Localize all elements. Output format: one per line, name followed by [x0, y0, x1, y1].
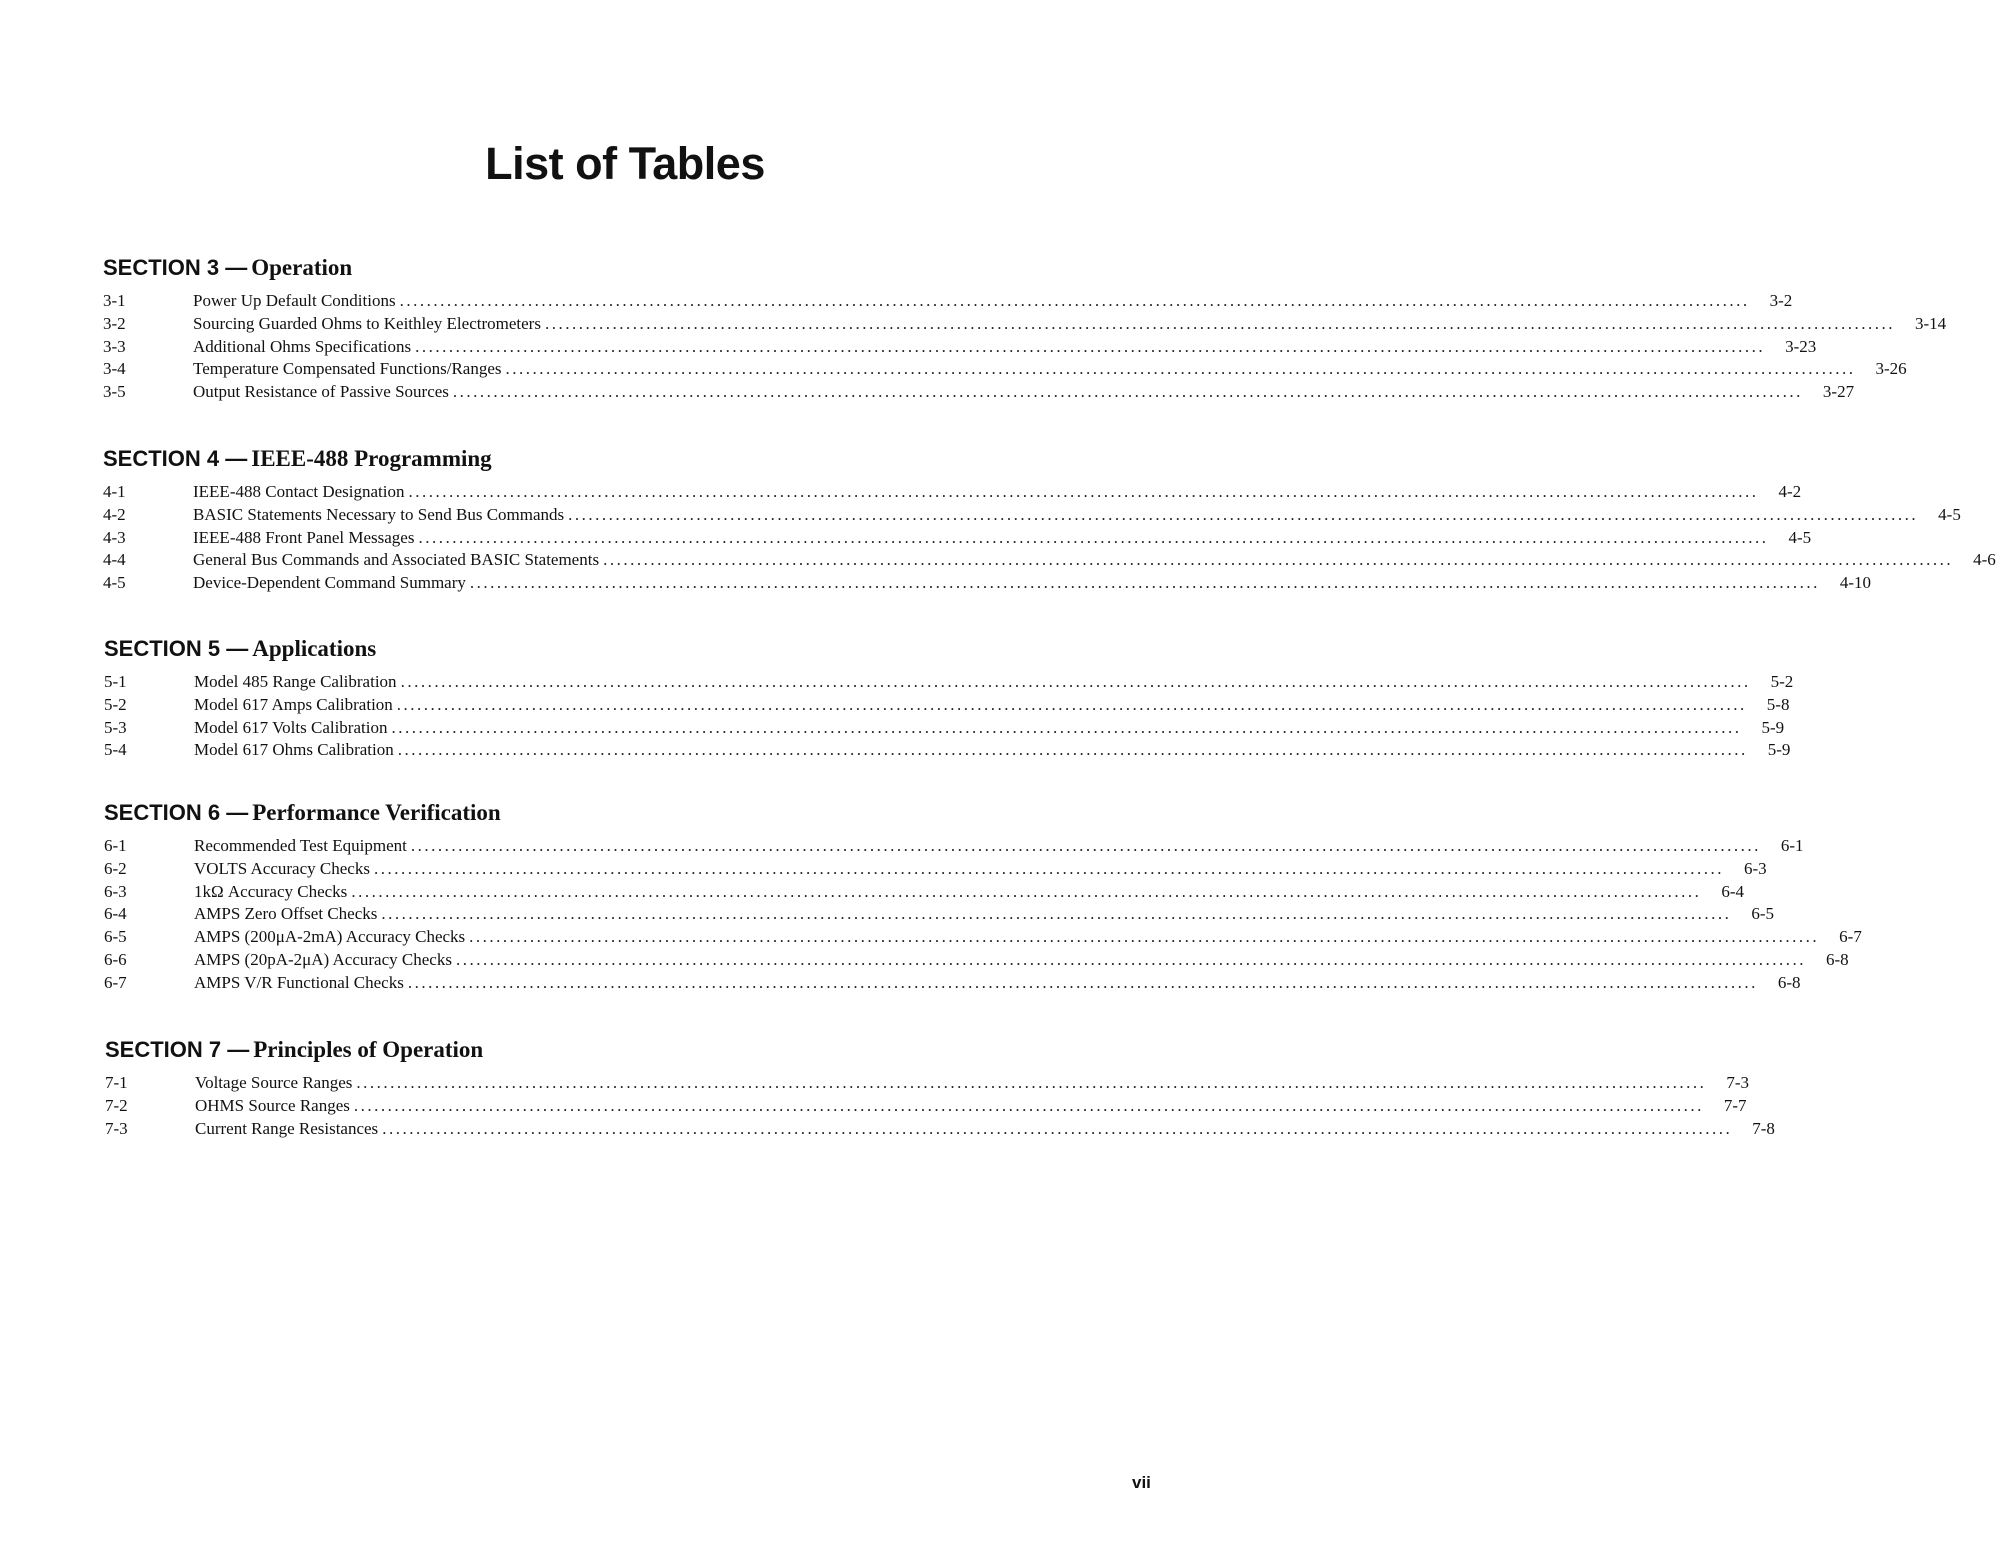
- dot-leader: ........................................................................................................................................................................................................: [415, 336, 1766, 356]
- page-reference: 5-8: [1766, 694, 1790, 714]
- table-title: General Bus Commands and Associated BASIC Statements: [193, 550, 600, 570]
- dot-leader: ........................................................................................................................................................................................................: [452, 382, 1803, 402]
- dot-leader: ........................................................................................................................................................................................................: [397, 740, 1748, 760]
- table-title: Voltage Source Ranges: [195, 1073, 353, 1092]
- dot-leader: ........................................................................................................................................................................................................: [382, 1118, 1733, 1138]
- table-entry[interactable]: [104, 903, 1775, 926]
- section-heading: [105, 1034, 1110, 1066]
- table-number: 5-3: [104, 717, 127, 737]
- table-title: Recommended Test Equipment: [194, 836, 407, 855]
- table-number: 6-4: [104, 904, 127, 924]
- page-number: vii: [1132, 1473, 1151, 1492]
- table-entry[interactable]: [104, 949, 1849, 972]
- dot-leader: ........................................................................................................................................................................................................: [603, 550, 1954, 570]
- table-entry[interactable]: [104, 717, 1785, 740]
- table-entry[interactable]: [104, 671, 1794, 694]
- section-heading: [104, 797, 1109, 829]
- section-title: Performance Verification: [252, 800, 501, 825]
- table-entry[interactable]: [103, 290, 1793, 313]
- dot-leader: ........................................................................................................................................................................................................: [356, 1073, 1707, 1092]
- table-title: BASIC Statements Necessary to Send Bus Commands: [193, 504, 565, 524]
- page-reference: 5-9: [1761, 717, 1785, 737]
- dot-leader: ........................................................................................................................................................................................................: [410, 836, 1761, 855]
- table-title: Device-Dependent Command Summary: [193, 573, 466, 593]
- page-title: List of Tables: [485, 138, 765, 189]
- table-entry[interactable]: [105, 1095, 1747, 1118]
- table-entry[interactable]: [103, 481, 1802, 504]
- table-entry[interactable]: [103, 549, 1996, 572]
- dot-leader: ........................................................................................................................................................................................................: [469, 927, 1820, 947]
- table-title: AMPS (200μA-2mA) Accuracy Checks: [194, 927, 466, 947]
- section-title: Applications: [252, 636, 377, 661]
- section-heading: [103, 443, 1108, 475]
- section-title: Principles of Operation: [253, 1037, 484, 1062]
- table-title: IEEE-488 Contact Designation: [193, 482, 405, 501]
- table-number: 6-7: [104, 972, 127, 992]
- page-reference: 6-4: [1721, 881, 1744, 901]
- table-entry[interactable]: [104, 858, 1767, 881]
- page-reference: 7-3: [1726, 1073, 1750, 1092]
- table-entry[interactable]: [105, 1118, 1775, 1141]
- table-number: 5-1: [104, 672, 127, 691]
- section-label: SECTION 3 —: [103, 255, 248, 280]
- dot-leader: ........................................................................................................................................................................................................: [568, 504, 1919, 524]
- table-number: 6-6: [104, 949, 127, 969]
- table-entry[interactable]: [104, 835, 1804, 858]
- section-label: SECTION 6 —: [104, 800, 249, 825]
- table-title: Output Resistance of Passive Sources: [193, 382, 449, 402]
- table-number: 4-4: [103, 550, 126, 570]
- page-reference: 6-8: [1777, 972, 1801, 992]
- table-title: AMPS (20pA-2μA) Accuracy Checks: [194, 949, 452, 969]
- dot-leader: ........................................................................................................................................................................................................: [399, 291, 1750, 310]
- section-3: [103, 252, 1947, 404]
- page-reference: 5-2: [1770, 672, 1794, 691]
- page-reference: 3-2: [1769, 291, 1793, 310]
- section-heading: [103, 252, 1108, 284]
- table-title: Temperature Compensated Functions/Ranges: [193, 359, 502, 379]
- table-entry[interactable]: [103, 358, 1907, 381]
- section-5: [104, 633, 1794, 762]
- table-title: OHMS Source Ranges: [195, 1095, 350, 1115]
- table-number: 3-1: [103, 291, 126, 310]
- page-reference: 7-7: [1723, 1095, 1747, 1115]
- table-number: 7-2: [105, 1095, 128, 1115]
- table-entry[interactable]: [105, 1072, 1750, 1095]
- page-reference: 3-14: [1914, 313, 1947, 333]
- dot-leader: ........................................................................................................................................................................................................: [351, 881, 1702, 901]
- table-number: 6-5: [104, 927, 127, 947]
- page-reference: 4-2: [1778, 482, 1802, 501]
- table-number: 3-3: [103, 336, 126, 356]
- dot-leader: ........................................................................................................................................................................................................: [408, 482, 1759, 501]
- table-number: 4-5: [103, 573, 126, 593]
- table-title: IEEE-488 Front Panel Messages: [193, 527, 415, 547]
- page-reference: 3-23: [1785, 336, 1817, 356]
- table-number: 3-2: [103, 313, 126, 333]
- table-number: 6-2: [104, 858, 127, 878]
- page-reference: 4-10: [1839, 573, 1872, 593]
- table-title: Model 617 Volts Calibration: [194, 717, 388, 737]
- table-title: Additional Ohms Specifications: [193, 336, 412, 356]
- section-heading: [104, 633, 1109, 665]
- table-number: 6-1: [104, 836, 127, 855]
- page-reference: 5-9: [1767, 740, 1791, 760]
- page-reference: 4-5: [1788, 527, 1812, 547]
- table-entry[interactable]: [104, 694, 1790, 717]
- dot-leader: ........................................................................................................................................................................................................: [505, 359, 1856, 379]
- table-entry[interactable]: [103, 527, 1812, 550]
- section-7: [105, 1034, 1775, 1140]
- dot-leader: ........................................................................................................................................................................................................: [373, 858, 1724, 878]
- table-number: 4-1: [103, 482, 126, 501]
- table-title: AMPS V/R Functional Checks: [194, 972, 404, 992]
- section-title: Operation: [251, 255, 353, 280]
- table-title: Current Range Resistances: [195, 1118, 379, 1138]
- table-entry[interactable]: [104, 926, 1862, 949]
- table-title: Model 617 Ohms Calibration: [194, 740, 394, 760]
- section-label: SECTION 5 —: [104, 636, 249, 661]
- section-title: IEEE-488 Programming: [251, 446, 492, 471]
- dot-leader: ........................................................................................................................................................................................................: [381, 904, 1732, 924]
- table-entry[interactable]: [103, 336, 1817, 359]
- dot-leader: ........................................................................................................................................................................................................: [353, 1095, 1704, 1115]
- section-label: SECTION 7 —: [105, 1037, 250, 1062]
- table-number: 7-3: [105, 1118, 128, 1138]
- table-number: 3-4: [103, 359, 126, 379]
- page-reference: 6-3: [1743, 858, 1767, 878]
- table-entry[interactable]: [103, 381, 1855, 404]
- page-reference: 3-27: [1822, 382, 1855, 402]
- table-number: 6-3: [104, 881, 127, 901]
- dot-leader: ........................................................................................................................................................................................................: [469, 573, 1820, 593]
- dot-leader: ........................................................................................................................................................................................................: [391, 717, 1742, 737]
- page-reference: 3-26: [1875, 359, 1907, 379]
- table-entry[interactable]: [104, 881, 1744, 904]
- table-title: Power Up Default Conditions: [193, 291, 396, 310]
- table-entry[interactable]: [104, 972, 1801, 995]
- dot-leader: ........................................................................................................................................................................................................: [396, 694, 1747, 714]
- dot-leader: ........................................................................................................................................................................................................: [400, 672, 1751, 691]
- table-number: 4-2: [103, 504, 126, 524]
- table-entry[interactable]: [103, 313, 1947, 336]
- table-number: 7-1: [105, 1073, 128, 1092]
- page-reference: 4-6: [1973, 550, 1996, 570]
- page-reference: 6-8: [1825, 949, 1849, 969]
- table-number: 3-5: [103, 382, 126, 402]
- table-entry[interactable]: [104, 739, 1791, 762]
- dot-leader: ........................................................................................................................................................................................................: [407, 972, 1758, 992]
- dot-leader: ........................................................................................................................................................................................................: [455, 949, 1806, 969]
- section-4: [103, 443, 1996, 595]
- page-reference: 6-1: [1780, 836, 1804, 855]
- table-title: AMPS Zero Offset Checks: [194, 904, 378, 924]
- table-entry[interactable]: [103, 504, 1961, 527]
- table-title: Sourcing Guarded Ohms to Keithley Electrometers: [193, 313, 541, 333]
- table-title: 1kΩ Accuracy Checks: [194, 881, 348, 901]
- table-number: 5-4: [104, 740, 127, 760]
- table-title: VOLTS Accuracy Checks: [194, 858, 370, 878]
- page-reference: 6-7: [1839, 927, 1862, 947]
- page-reference: 4-5: [1938, 504, 1961, 524]
- table-entry[interactable]: [103, 572, 1872, 595]
- section-6: [104, 797, 1862, 995]
- dot-leader: ........................................................................................................................................................................................................: [544, 313, 1895, 333]
- table-number: 4-3: [103, 527, 126, 547]
- table-title: Model 617 Amps Calibration: [194, 694, 393, 714]
- table-number: 5-2: [104, 694, 127, 714]
- table-title: Model 485 Range Calibration: [194, 672, 397, 691]
- page-reference: 7-8: [1752, 1118, 1775, 1138]
- section-label: SECTION 4 —: [103, 446, 248, 471]
- dot-leader: ........................................................................................................................................................................................................: [418, 527, 1769, 547]
- page-reference: 6-5: [1751, 904, 1775, 924]
